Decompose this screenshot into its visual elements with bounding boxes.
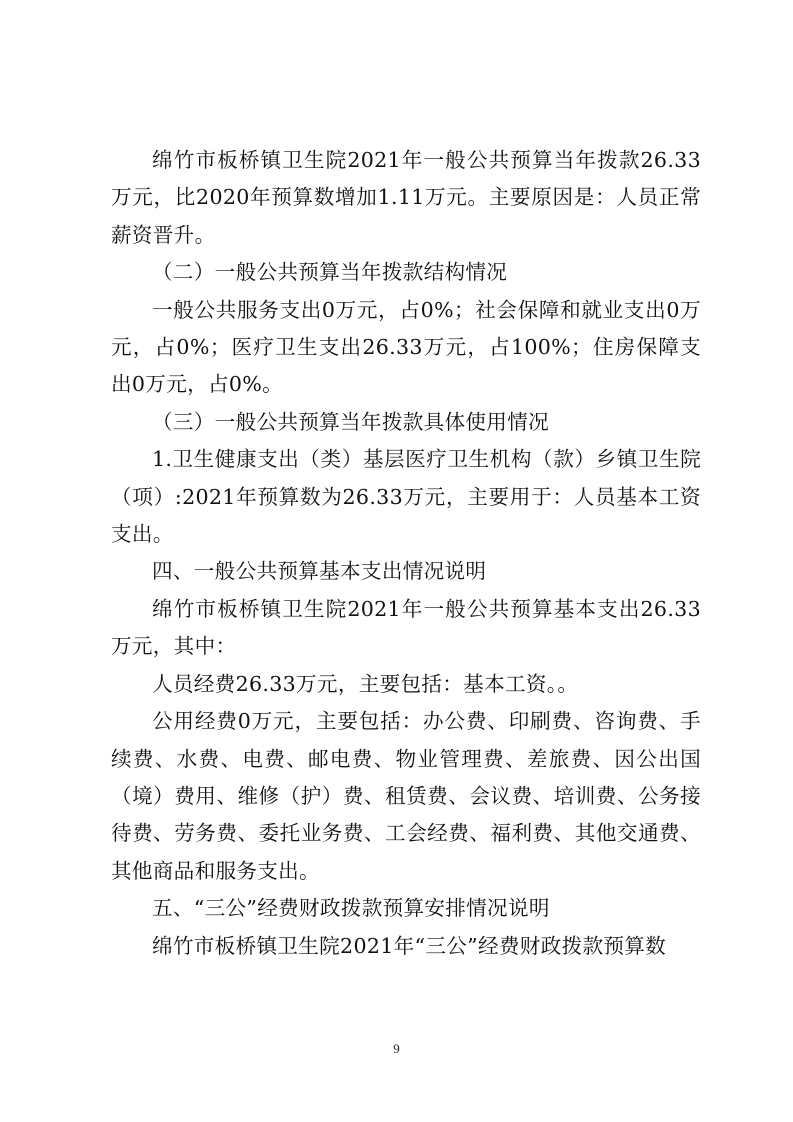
section-heading-structure: （二）一般公共预算当年拨款结构情况 [152,260,508,285]
section-heading-three-public: 五、“三公”经费财政拨款预算安排情况说明 [152,896,550,921]
paragraph-structure: 一般公共服务支出0万元，占0%；社会保障和就业支出0万元，占0%；医疗卫生支出26.33万元，占100%；住房保障支出0万元，占0%。 [111,297,701,397]
paragraph-usage: 1.卫生健康支出（类）基层医疗卫生机构（款）乡镇卫生院（项）:2021年预算数为26.33万元，主要用于：人员基本工资支出。 [111,447,701,547]
paragraph-public-expenses: 公用经费0万元，主要包括：办公费、印刷费、咨询费、手续费、水费、电费、邮电费、物业管理费、差旅费、因公出国（境）费用、维修（护）费、租赁费、会议费、培训费、公务接待费、劳务费、委托业务费、工会经费、福利费、其他交通费、其他商品和服务支出。 [111,709,701,883]
paragraph-basic-expenditure: 绵竹市板桥镇卫生院2021年一般公共预算基本支出26.33万元，其中： [111,596,701,659]
paragraph-budget-summary: 绵竹市板桥镇卫生院2021年一般公共预算当年拨款26.33万元，比2020年预算数增加1.11万元。主要原因是：人员正常薪资晋升。 [111,148,701,247]
paragraph-personnel-expenses: 人员经费26.33万元，主要包括：基本工资。。 [152,671,579,696]
section-heading-usage: （三）一般公共预算当年拨款具体使用情况 [152,409,549,434]
page-number: 9 [393,1041,400,1056]
section-heading-basic-expenditure: 四、一般公共预算基本支出情况说明 [152,559,487,584]
document-body [111,142,701,965]
paragraph-three-public: 绵竹市板桥镇卫生院2021年“三公”经费财政拨款预算数 [152,933,667,958]
